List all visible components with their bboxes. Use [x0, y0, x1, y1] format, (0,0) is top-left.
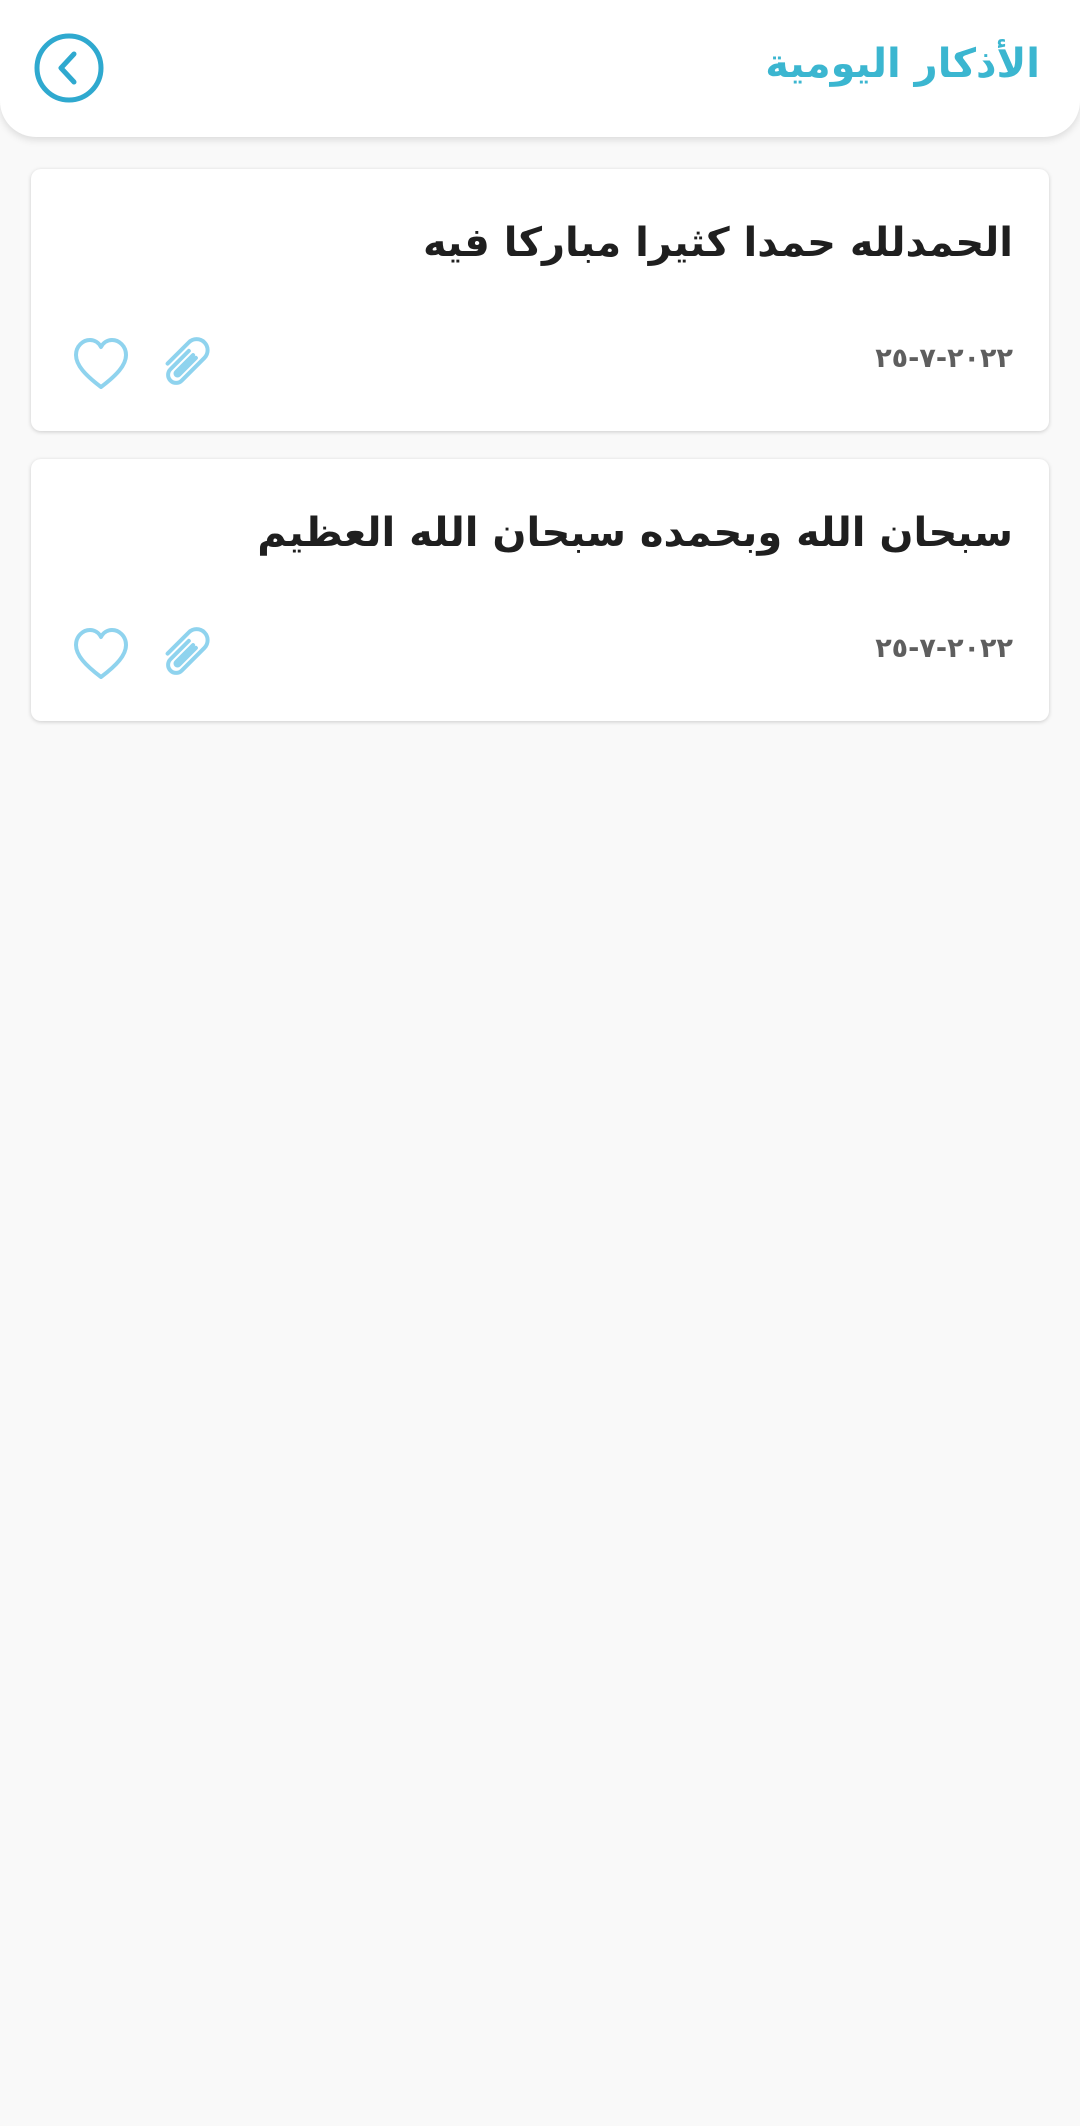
- back-button[interactable]: [34, 33, 104, 103]
- favorite-button[interactable]: [71, 335, 131, 395]
- app-header: [0, 0, 1080, 137]
- heart-icon: [71, 625, 131, 685]
- attach-button[interactable]: [156, 625, 216, 685]
- zikr-date: ٢٠٢٢-٧-٢٥: [875, 343, 1013, 374]
- chevron-left-circle-icon: [34, 33, 104, 103]
- zikr-date: ٢٠٢٢-٧-٢٥: [875, 633, 1013, 664]
- zikr-card[interactable]: [31, 459, 1049, 721]
- paperclip-icon: [156, 335, 216, 395]
- zikr-text: الحمدلله حمدا كثيرا مباركا فيه: [423, 220, 1013, 266]
- attach-button[interactable]: [156, 335, 216, 395]
- zikr-card[interactable]: [31, 169, 1049, 431]
- paperclip-icon: [156, 625, 216, 685]
- page-title: الأذكار اليومية: [765, 41, 1040, 87]
- heart-icon: [71, 335, 131, 395]
- zikr-text: سبحان الله وبحمده سبحان الله العظيم: [257, 510, 1013, 556]
- favorite-button[interactable]: [71, 625, 131, 685]
